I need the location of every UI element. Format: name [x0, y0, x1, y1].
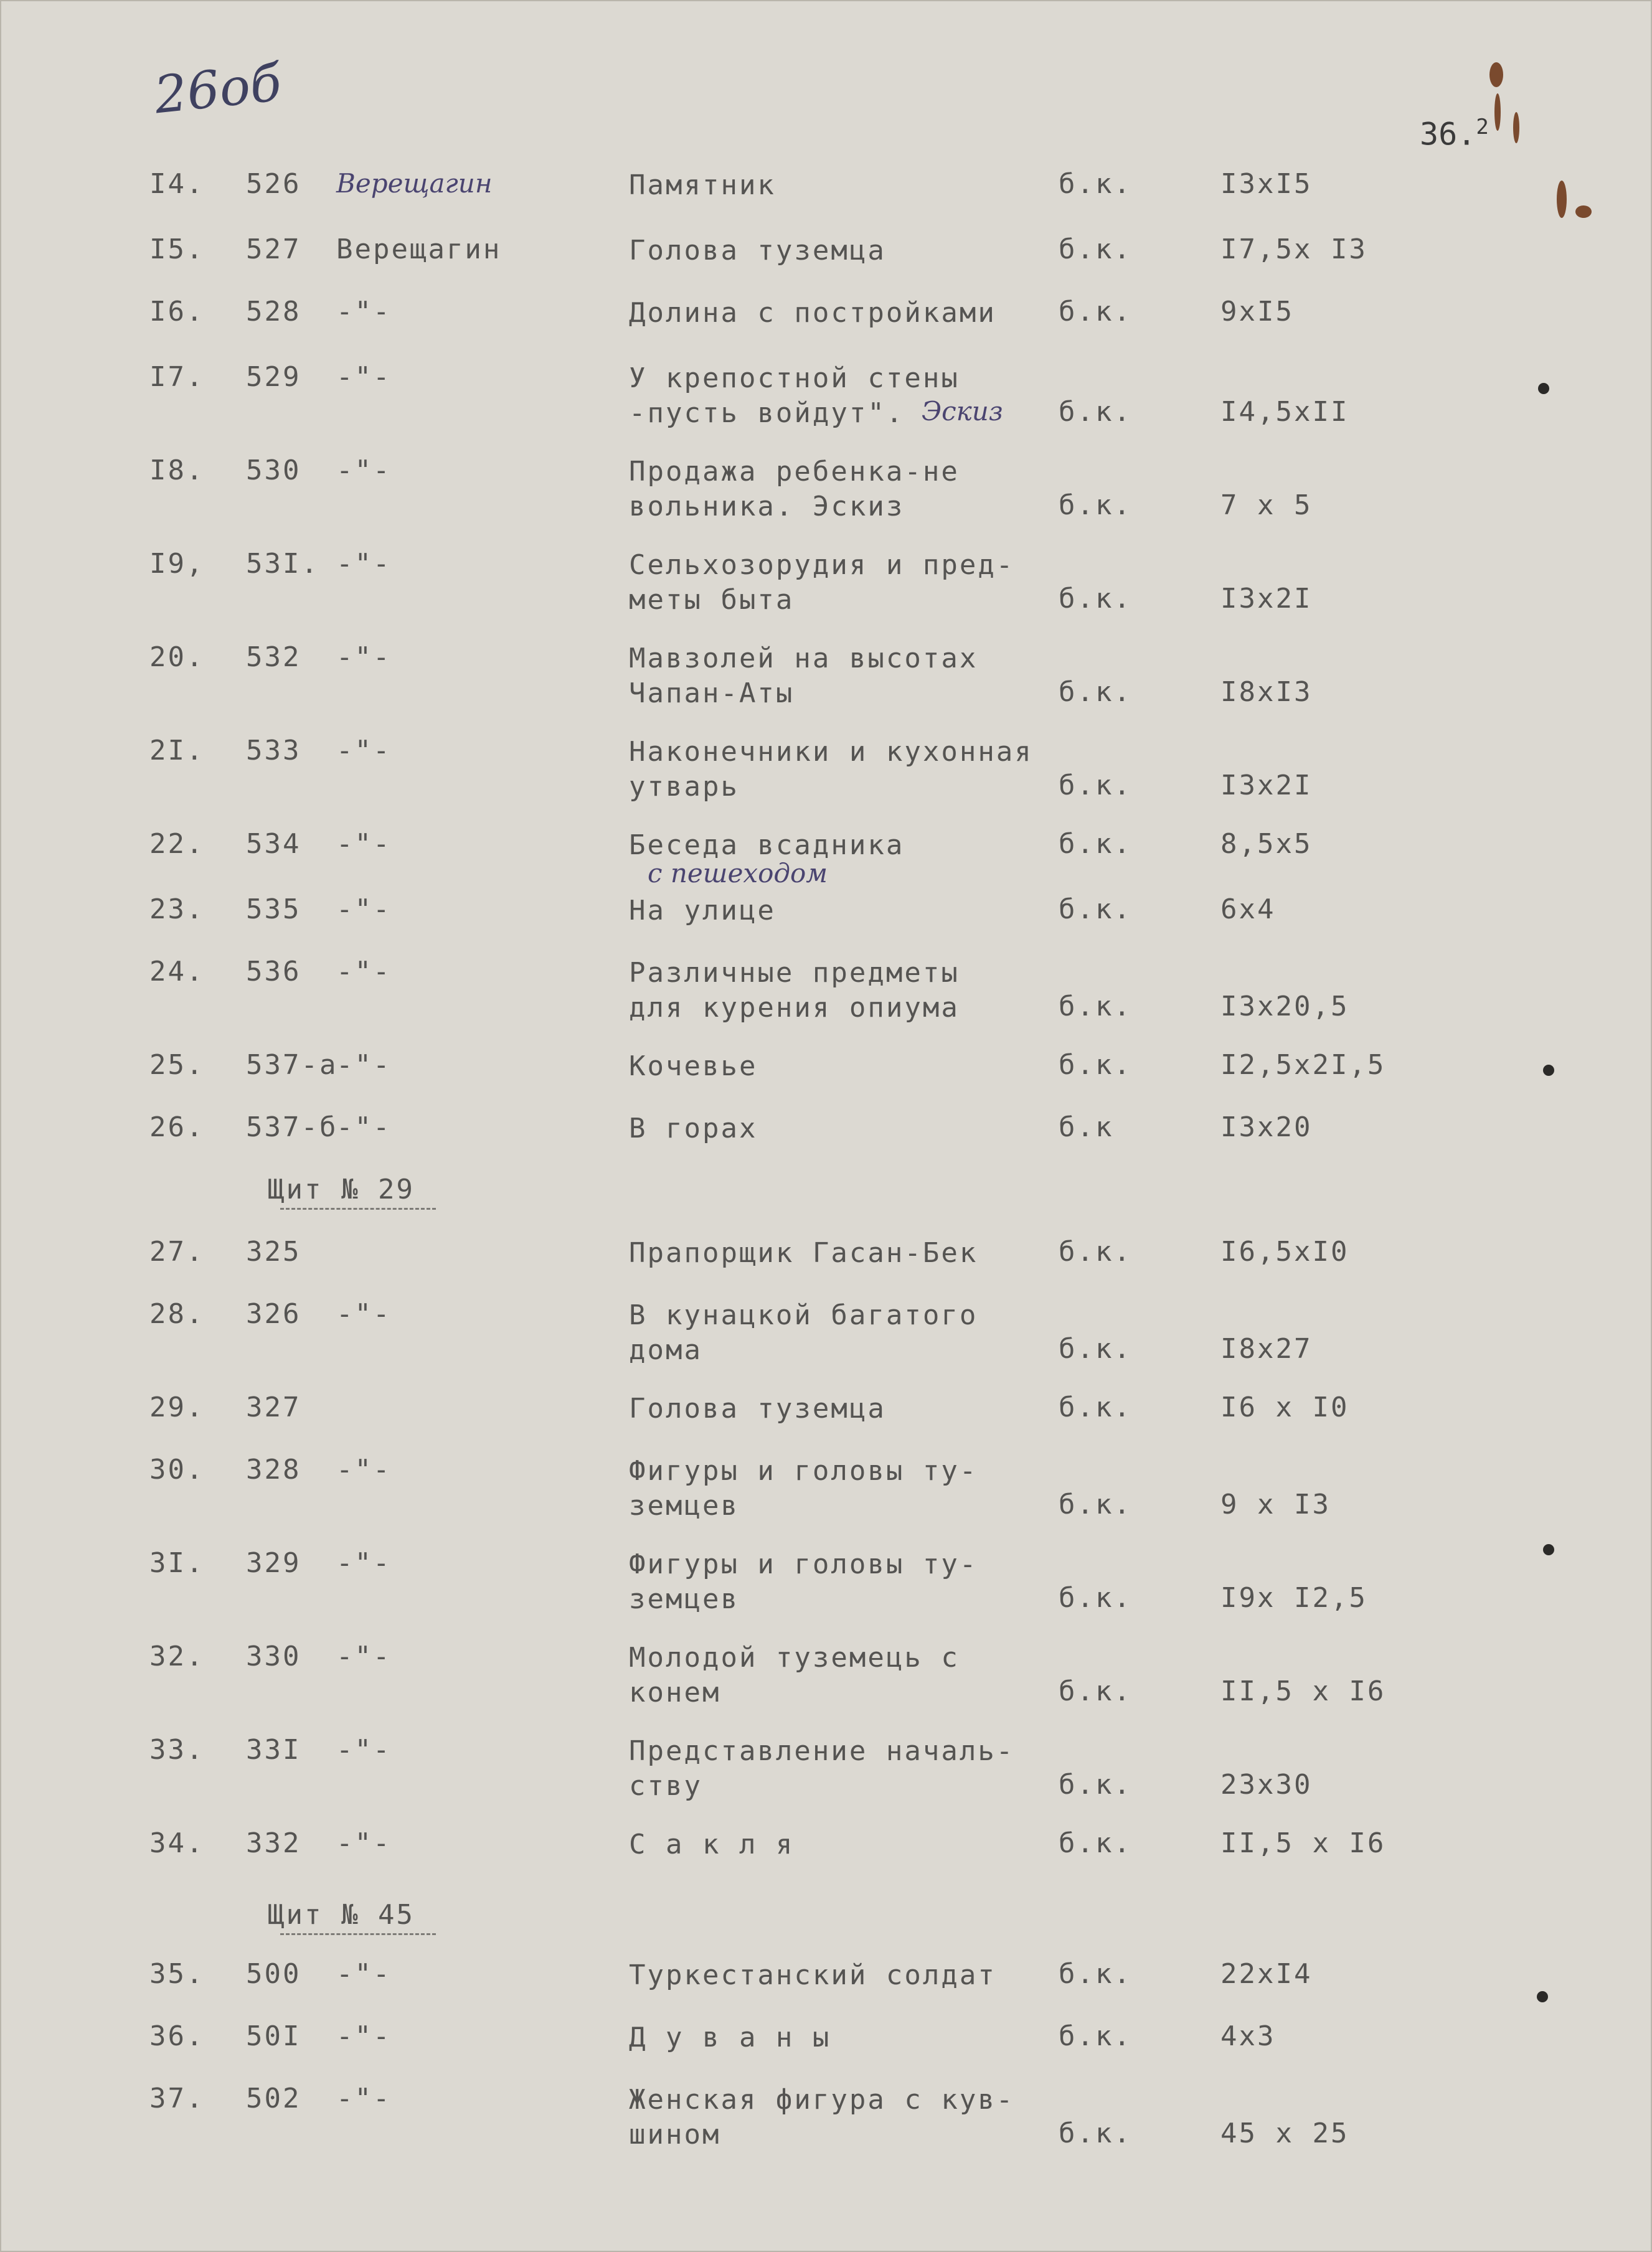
size-cell: I7,5x I3	[1220, 233, 1367, 265]
author-cell: -"-	[336, 296, 392, 327]
technique-cell: б.к.	[1059, 1769, 1132, 1801]
title-cell: Голова туземца	[629, 235, 886, 266]
inventory-number: 534	[246, 828, 301, 860]
title-cell: Сельхозорудия и пред- меты быта	[629, 549, 1015, 616]
row-number: I8.	[149, 455, 205, 486]
inventory-number: 332	[246, 1827, 301, 1859]
size-cell: 9xI5	[1220, 296, 1294, 327]
row-number: 27.	[149, 1236, 205, 1268]
author-cell: -"-	[336, 1958, 392, 1990]
size-cell: I8x27	[1220, 1333, 1313, 1365]
technique-cell: б.к.	[1059, 583, 1132, 615]
row-number: I4.	[149, 168, 205, 200]
table-row	[0, 1392, 1652, 1460]
table-row	[0, 1236, 1652, 1304]
inventory-number: 527	[246, 233, 301, 265]
row-number: 22.	[149, 828, 205, 860]
author-cell: -"-	[336, 1111, 392, 1143]
technique-cell: б.к.	[1059, 1958, 1132, 1990]
row-number: 37.	[149, 2083, 205, 2114]
row-number: 26.	[149, 1111, 205, 1143]
title-cell: Продажа ребенка-не вольника. Эскиз	[629, 456, 960, 522]
author-cell: -"-	[336, 735, 392, 766]
inventory-number: 326	[246, 1298, 301, 1330]
size-cell: 6x4	[1220, 893, 1276, 925]
title-cell: Женская фигура с кув- шином	[629, 2084, 1015, 2151]
table-row	[0, 1454, 1652, 1522]
technique-cell: б.к.	[1059, 1392, 1132, 1423]
inventory-number: 325	[246, 1236, 301, 1268]
title-cell: С а к л я	[629, 1829, 795, 1860]
inventory-number: 33I	[246, 1734, 301, 1766]
size-cell: I6 x I0	[1220, 1392, 1349, 1423]
inventory-number: 528	[246, 296, 301, 327]
technique-cell: б.к.	[1059, 828, 1132, 860]
handwritten-note: с пешеходом	[648, 858, 828, 888]
inventory-number: 50I	[246, 2020, 301, 2052]
technique-cell: б.к	[1059, 1111, 1114, 1143]
table-row	[0, 1734, 1652, 1802]
table-row	[0, 233, 1652, 302]
author-cell: -"-	[336, 361, 392, 393]
table-row	[0, 1298, 1652, 1367]
author-cell: -"-	[336, 1049, 392, 1081]
author-cell: -"-	[336, 2020, 392, 2052]
row-number: 36.	[149, 2020, 205, 2052]
inventory-number: 529	[246, 361, 301, 393]
size-cell: 23x30	[1220, 1769, 1313, 1801]
size-cell: I4,5xII	[1220, 396, 1349, 428]
row-number: I5.	[149, 233, 205, 265]
inventory-number: 526	[246, 168, 301, 200]
technique-cell: б.к.	[1059, 396, 1132, 428]
inventory-number: 537-б	[246, 1111, 338, 1143]
table-row	[0, 1111, 1652, 1180]
technique-cell: б.к.	[1059, 1333, 1132, 1365]
inventory-number: 53I.	[246, 548, 319, 580]
author-cell: -"-	[336, 1734, 392, 1766]
size-cell: I2,5x2I,5	[1220, 1049, 1386, 1081]
size-cell: 22xI4	[1220, 1958, 1313, 1990]
title-cell: Голова туземца	[629, 1393, 886, 1425]
size-cell: 8,5x5	[1220, 828, 1313, 860]
title-cell: Мавзолей на высотах Чапан-Аты	[629, 643, 978, 709]
author-cell: -"-	[336, 548, 392, 580]
inventory-number: 533	[246, 735, 301, 766]
technique-cell: б.к.	[1059, 991, 1132, 1022]
size-cell: 7 x 5	[1220, 489, 1313, 521]
table-row	[0, 361, 1652, 430]
size-cell: I6,5xI0	[1220, 1236, 1349, 1268]
size-cell: I3xI5	[1220, 168, 1313, 200]
row-number: 34.	[149, 1827, 205, 1859]
title-cell: Представление началь- ству	[629, 1735, 1015, 1802]
author-cell: -"-	[336, 1298, 392, 1330]
row-number: I9,	[149, 548, 205, 580]
ink-stain	[1494, 93, 1501, 131]
row-number: I7.	[149, 361, 205, 393]
size-cell: I9x I2,5	[1220, 1582, 1367, 1614]
technique-cell: б.к.	[1059, 1582, 1132, 1614]
row-number: 3I.	[149, 1547, 205, 1579]
size-cell: I3x2I	[1220, 583, 1313, 615]
author-cell: Верещагин	[336, 233, 502, 265]
row-number: 25.	[149, 1049, 205, 1081]
size-cell: 4x3	[1220, 2020, 1276, 2052]
title-cell: Различные предметы для курения опиума	[629, 957, 960, 1024]
author-cell: -"-	[336, 893, 392, 925]
table-row	[0, 893, 1652, 962]
table-row	[0, 735, 1652, 803]
title-cell: Туркестанский солдат	[629, 1959, 996, 1991]
table-row	[0, 2020, 1652, 2089]
table-row	[0, 548, 1652, 616]
table-row	[0, 1827, 1652, 1896]
author-cell: -"-	[336, 1827, 392, 1859]
ink-stain	[1513, 112, 1519, 143]
size-cell: 9 x I3	[1220, 1489, 1331, 1520]
table-row	[0, 1958, 1652, 2027]
title-cell: Д у в а н ы	[629, 2022, 831, 2053]
title-cell: У крепостной стены -пусть войдут".	[629, 362, 960, 429]
table-row	[0, 1049, 1652, 1118]
technique-cell: б.к.	[1059, 2118, 1132, 2149]
technique-cell: б.к.	[1059, 1827, 1132, 1859]
title-cell: Наконечники и кухонная утварь	[629, 736, 1033, 803]
technique-cell: б.к.	[1059, 893, 1132, 925]
author-cell: -"-	[336, 2083, 392, 2114]
table-row	[0, 1641, 1652, 1709]
author-cell: -"-	[336, 1547, 392, 1579]
size-cell: I8xI3	[1220, 676, 1313, 708]
size-cell: II,5 x I6	[1220, 1827, 1386, 1859]
inventory-number: 532	[246, 641, 301, 673]
title-cell: Фигуры и головы ту- земцев	[629, 1455, 978, 1522]
inventory-number: 500	[246, 1958, 301, 1990]
title-cell: Фигуры и головы ту- земцев	[629, 1548, 978, 1615]
title-cell: В горах	[629, 1113, 758, 1144]
table-row	[0, 1547, 1652, 1616]
inventory-number: 329	[246, 1547, 301, 1579]
title-cell: Кочевье	[629, 1050, 758, 1082]
size-cell: I3x2I	[1220, 770, 1313, 801]
inventory-number: 502	[246, 2083, 301, 2114]
table-row	[0, 168, 1652, 237]
row-number: 2I.	[149, 735, 205, 766]
row-number: 28.	[149, 1298, 205, 1330]
row-number: 24.	[149, 956, 205, 987]
inventory-number: 537-а	[246, 1049, 338, 1081]
title-cell: Прапорщик Гасан-Бек	[629, 1237, 978, 1269]
row-number: 32.	[149, 1641, 205, 1672]
author-cell: -"-	[336, 956, 392, 987]
inventory-number: 536	[246, 956, 301, 987]
technique-cell: б.к.	[1059, 1489, 1132, 1520]
technique-cell: б.к.	[1059, 168, 1132, 200]
technique-cell: б.к.	[1059, 676, 1132, 708]
technique-cell: б.к.	[1059, 489, 1132, 521]
technique-cell: б.к.	[1059, 1675, 1132, 1707]
title-cell: Долина с постройками	[629, 297, 996, 329]
technique-cell: б.к.	[1059, 233, 1132, 265]
table-row	[0, 455, 1652, 523]
author-cell: -"-	[336, 1454, 392, 1486]
inventory-number: 327	[246, 1392, 301, 1423]
section-heading: Щит № 45	[268, 1899, 436, 1935]
table-row	[0, 828, 1652, 897]
table-row	[0, 956, 1652, 1024]
row-number: 35.	[149, 1958, 205, 1990]
technique-cell: б.к.	[1059, 1049, 1132, 1081]
size-cell: II,5 x I6	[1220, 1675, 1386, 1707]
handwritten-note: Эскиз	[922, 396, 1003, 426]
author-cell: -"-	[336, 1641, 392, 1672]
row-number: I6.	[149, 296, 205, 327]
inventory-number: 530	[246, 455, 301, 486]
section-heading: Щит № 29	[268, 1174, 436, 1210]
row-number: 30.	[149, 1454, 205, 1486]
folio-number: 26об	[151, 53, 285, 126]
title-cell: Молодой туземець с конем	[629, 1642, 960, 1708]
row-number: 33.	[149, 1734, 205, 1766]
technique-cell: б.к.	[1059, 2020, 1132, 2052]
row-number: 29.	[149, 1392, 205, 1423]
size-cell: I3x20,5	[1220, 991, 1349, 1022]
row-number: 20.	[149, 641, 205, 673]
ink-stain	[1489, 62, 1503, 87]
page-number: 36.$^2$	[1420, 115, 1489, 153]
table-row	[0, 641, 1652, 710]
author-cell: Верещагин	[336, 168, 493, 199]
title-cell: На улице	[629, 895, 776, 926]
inventory-number: 330	[246, 1641, 301, 1672]
author-cell: -"-	[336, 641, 392, 673]
author-cell: -"-	[336, 455, 392, 486]
inventory-number: 328	[246, 1454, 301, 1486]
technique-cell: б.к.	[1059, 770, 1132, 801]
table-row	[0, 2083, 1652, 2151]
inventory-number: 535	[246, 893, 301, 925]
technique-cell: б.к.	[1059, 1236, 1132, 1268]
title-cell: Беседа всадника	[629, 829, 905, 861]
title-cell: В кунацкой багатого дома	[629, 1299, 978, 1366]
size-cell: 45 x 25	[1220, 2118, 1349, 2149]
table-row	[0, 296, 1652, 364]
author-cell: -"-	[336, 828, 392, 860]
title-cell: Памятник	[629, 169, 776, 201]
size-cell: I3x20	[1220, 1111, 1313, 1143]
row-number: 23.	[149, 893, 205, 925]
technique-cell: б.к.	[1059, 296, 1132, 327]
